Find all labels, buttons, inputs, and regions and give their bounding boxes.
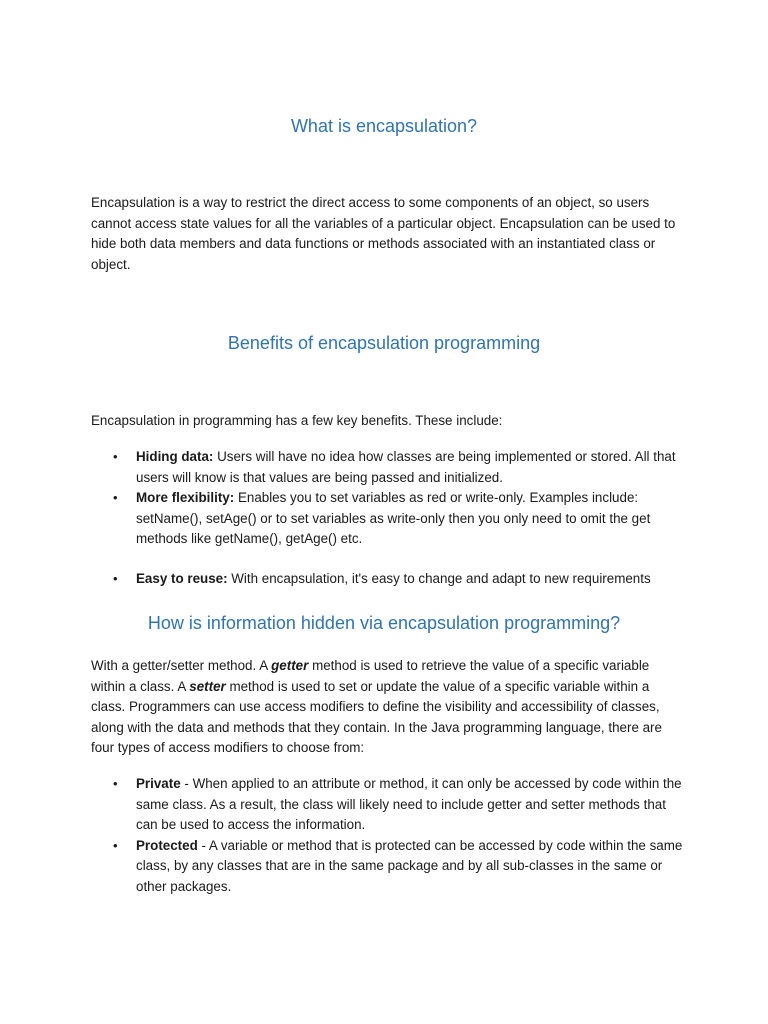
paragraph-definition: Encapsulation is a way to restrict the direct access to some components of an object, so users cannot access state values for all the variables of a particular object. Encapsulation can be used to hide both data members and data functions or methods associated with an instantiated class or object. xyxy=(91,195,676,272)
bullet-icon: • xyxy=(113,776,118,791)
bullet-icon: • xyxy=(113,449,118,464)
list-item-text: Users will have no idea how classes are being implemented or stored. All that users will know is that values are being passed and initialized. xyxy=(136,449,676,485)
paragraph-getter-setter xyxy=(91,656,687,759)
list-item xyxy=(91,569,687,590)
list-item-term: Private xyxy=(136,776,181,791)
bullet-icon: • xyxy=(113,490,118,505)
list-item xyxy=(91,774,687,836)
list-item-term: Easy to reuse: xyxy=(136,570,228,586)
benefits-list xyxy=(91,447,687,589)
list-item xyxy=(91,488,687,550)
paragraph-text: With a getter/setter method. A xyxy=(91,658,272,673)
list-item-text: - A variable or method that is protected can be accessed by code within the same class, by any classes that are in the same package and by all sub-classes in the same or other packages. xyxy=(136,837,683,894)
list-item-text: Enables you to set variables as red or write-only. Examples include: setName(), setAge() or to set variables as write-only then you only need to omit the get methods like getName(), getAge() etc. xyxy=(136,490,651,546)
setter-term: setter xyxy=(189,678,226,694)
list-item-term: More flexibility: xyxy=(136,490,235,505)
list-item-term: Protected xyxy=(136,837,198,853)
heading-information-hidden: How is information hidden via encapsulation programming? xyxy=(147,613,621,633)
list-item-text: With encapsulation, it's easy to change and adapt to new requirements xyxy=(227,570,651,586)
paragraph-benefits-intro: Encapsulation in programming has a few key benefits. These include: xyxy=(91,413,503,428)
list-item xyxy=(91,836,687,898)
paragraph-text: method is used to set or update the value of a specific variable within a class. Programmers can use access modifiers to define the visibility and accessibility of classes, along with the data and methods that they contain. In the Java programming language, there are four types of access modifiers to choose from: xyxy=(91,678,662,755)
paragraph-text: method is used to retrieve the value of a specific variable within a class. A xyxy=(91,658,650,694)
heading-what-is-encapsulation: What is encapsulation? xyxy=(290,116,478,136)
heading-benefits: Benefits of encapsulation programming xyxy=(227,333,541,353)
bullet-icon: • xyxy=(113,570,118,586)
list-item-term: Hiding data: xyxy=(136,449,214,464)
list-item xyxy=(91,447,687,488)
getter-term: getter xyxy=(271,658,309,673)
access-modifiers-list xyxy=(91,774,687,897)
list-item-text: - When applied to an attribute or method, it can only be accessed by code within the same class. As a result, the class will likely need to include getter and setter methods that can be used to access the information. xyxy=(136,776,682,832)
bullet-icon: • xyxy=(113,837,118,853)
